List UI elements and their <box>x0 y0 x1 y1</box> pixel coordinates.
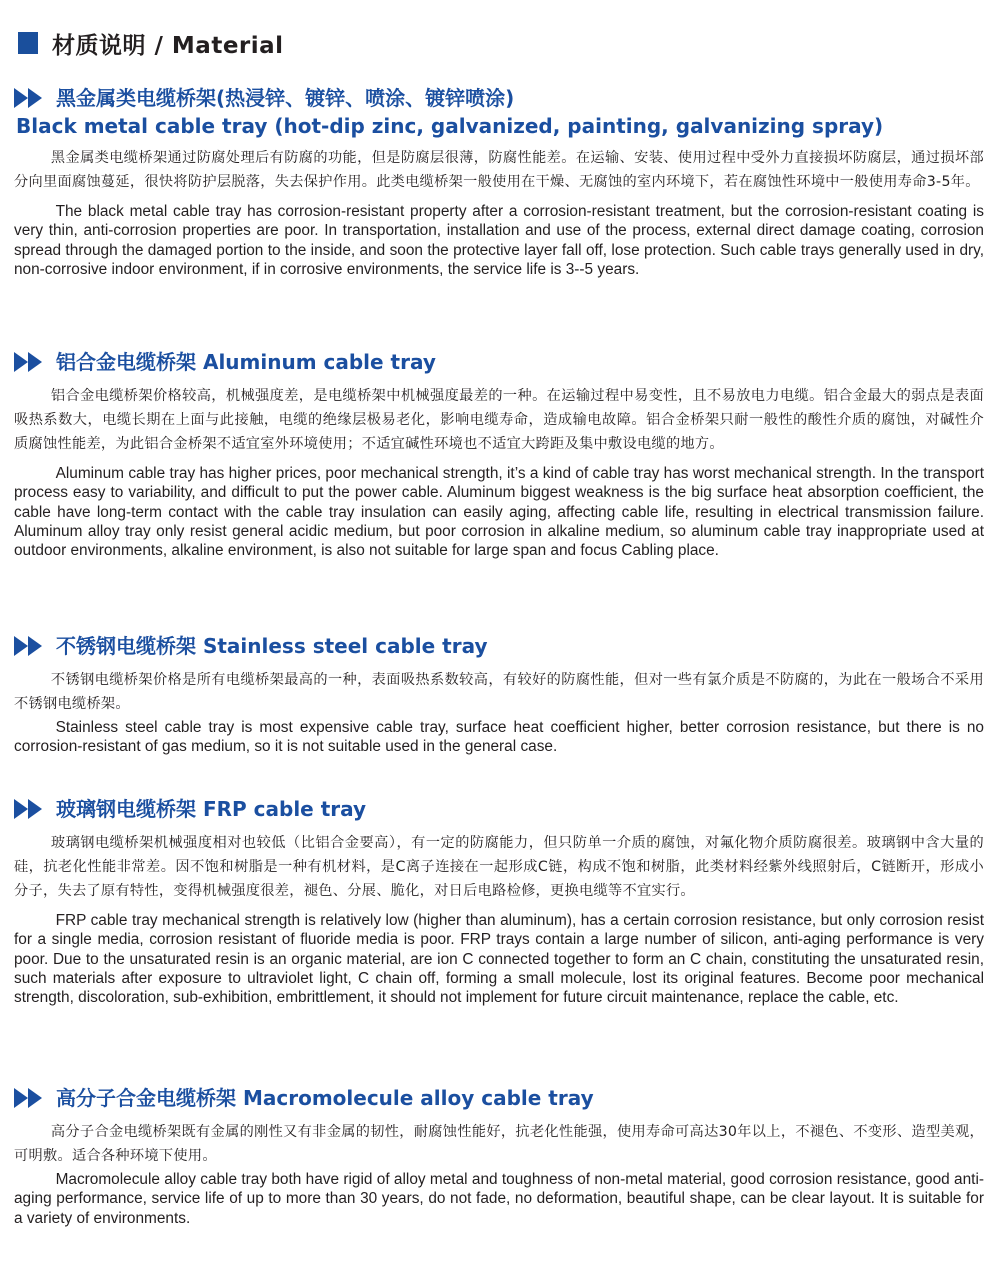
paragraph-cn: 玻璃钢电缆桥架机械强度相对也较低（比铝合金要高），有一定的防腐能力，但只防单一介质的腐蚀，对氟化物介质防腐很差。玻璃钢中含大量的硅，抗老化性能非常差。因不饱和树脂是一种有机材料，是C离子连接在一起形成C链，构成不饱和树脂，此类材料经紫外线照射后，C链断开，形成小分子，失去了原有特性，变得机械强度很差，褪色、分展、脆化，对日后电路检修，更换电缆等不宜实行。 <box>14 835 984 899</box>
double-arrow-icon <box>14 88 46 108</box>
section-macromolecule <box>14 1084 984 1228</box>
section-title: 玻璃钢电缆桥架 FRP cable tray <box>56 797 367 821</box>
double-arrow-icon <box>14 636 46 656</box>
paragraph-en: Macromolecule alloy cable tray both have rigid of alloy metal and toughness of non-metal material, good corrosion resistance, good anti-aging performance, service life of up to more than 30 years, do not fade, no deformation, beautiful shape, can be clear layout. It is suitable for a variety of environments. <box>14 1171 984 1227</box>
section-heading <box>14 348 984 376</box>
section-title-en: Black metal cable tray (hot-dip zinc, galvanized, painting, galvanizing spray) <box>16 114 884 138</box>
paragraph-cn: 黑金属类电缆桥架通过防腐处理后有防腐的功能，但是防腐层很薄，防腐性能差。在运输、安装、使用过程中受外力直接损坏防腐层，通过损坏部分向里面腐蚀蔓延，很快将防护层脱落，失去保护作用。此类电缆桥架一般使用在干燥、无腐蚀的室内环境下，若在腐蚀性环境中一般使用寿命3-5年。 <box>14 150 984 190</box>
paragraph-en: Aluminum cable tray has higher prices, poor mechanical strength, it’s a kind of cable tray has worst mechanical strength. In the transport process easy to variability, and difficult to put the power cable. Aluminum biggest weakness is the big surface heat absorption coefficient, the cable have long-term contact with the cable tray insulation can easily aging, affecting cable life, resulting in electrical transmission failure. Aluminum alloy tray only resist general acidic medium, but poor corrosion in alkaline medium, so aluminum cable tray inappropriate used at outdoor environments, alkaline environment, is also not suitable for large span and focus Cabling place. <box>14 465 984 560</box>
paragraph-en: The black metal cable tray has corrosion-resistant property after a corrosion-resistant treatment, but the corrosion-resistant coating is very thin, anti-corrosion properties are poor. In transportation, installation and use of the process, external direct damage coating, corrosion spread through the damaged portion to the inside, and soon the protective layer fall off, lose protection. Such cable trays generally used in dry, non-corrosive indoor environment, if in corrosive environments, the service life is 3--5 years. <box>14 203 984 278</box>
section-frp <box>14 795 984 1007</box>
section-aluminum <box>14 348 984 560</box>
paragraph-en: Stainless steel cable tray is most expensive cable tray, surface heat coefficient higher, better corrosion resistance, but there is no corrosion-resistant of gas medium, so it is not suitable used in the general case. <box>14 719 984 756</box>
section-title-cn: 黑金属类电缆桥架(热浸锌、镀锌、喷涂、镀锌喷涂) <box>56 86 515 110</box>
double-arrow-icon <box>14 799 46 819</box>
section-title: 不锈钢电缆桥架 Stainless steel cable tray <box>56 634 488 658</box>
header-square-icon <box>18 32 38 54</box>
page-header <box>18 26 284 60</box>
section-black-metal <box>14 84 984 279</box>
section-stainless <box>14 632 984 757</box>
section-heading <box>14 84 984 140</box>
section-heading <box>14 1084 984 1112</box>
double-arrow-icon <box>14 352 46 372</box>
paragraph-cn: 不锈钢电缆桥架价格是所有电缆桥架最高的一种，表面吸热系数较高，有较好的防腐性能，但对一些有氯介质是不防腐的，为此在一般场合不采用不锈钢电缆桥架。 <box>14 672 984 712</box>
section-title: 高分子合金电缆桥架 Macromolecule alloy cable tray <box>56 1086 594 1110</box>
section-title: 铝合金电缆桥架 Aluminum cable tray <box>56 350 436 374</box>
section-heading <box>14 795 984 823</box>
section-heading <box>14 632 984 660</box>
paragraph-cn: 铝合金电缆桥架价格较高，机械强度差，是电缆桥架中机械强度最差的一种。在运输过程中易变性，且不易放电力电缆。铝合金最大的弱点是表面吸热系数大，电缆长期在上面与此接触，电缆的绝缘层极易老化，影响电缆寿命，造成输电故障。铝合金桥架只耐一般性的酸性介质的腐蚀，对碱性介质腐蚀性能差，为此铝合金桥架不适宜室外环境使用；不适宜碱性环境也不适宜大跨距及集中敷设电缆的地方。 <box>14 388 984 452</box>
page-title: 材质说明 / Material <box>52 32 284 59</box>
paragraph-en: FRP cable tray mechanical strength is relatively low (higher than aluminum), has a certain corrosion resistance, but only corrosion resist for a single media, corrosion resistant of fluoride media is poor. FRP trays contain a large number of silicon, anti-aging performance is very poor. Due to the unsaturated resin is an organic material, are ion C connected together to form an C chain, constituting the unsaturated resin, such materials after exposure to ultraviolet light, C chain off, forming a small molecule, lost its original features. Become poor mechanical strength, discoloration, sub-exhibition, embrittlement, it should not implement for future circuit maintenance, replace the cable, etc. <box>14 912 984 1007</box>
paragraph-cn: 高分子合金电缆桥架既有金属的刚性又有非金属的韧性，耐腐蚀性能好，抗老化性能强，使用寿命可高达30年以上，不褪色、不变形、造型美观，可明敷。适合各种环境下使用。 <box>14 1124 984 1164</box>
double-arrow-icon <box>14 1088 46 1108</box>
